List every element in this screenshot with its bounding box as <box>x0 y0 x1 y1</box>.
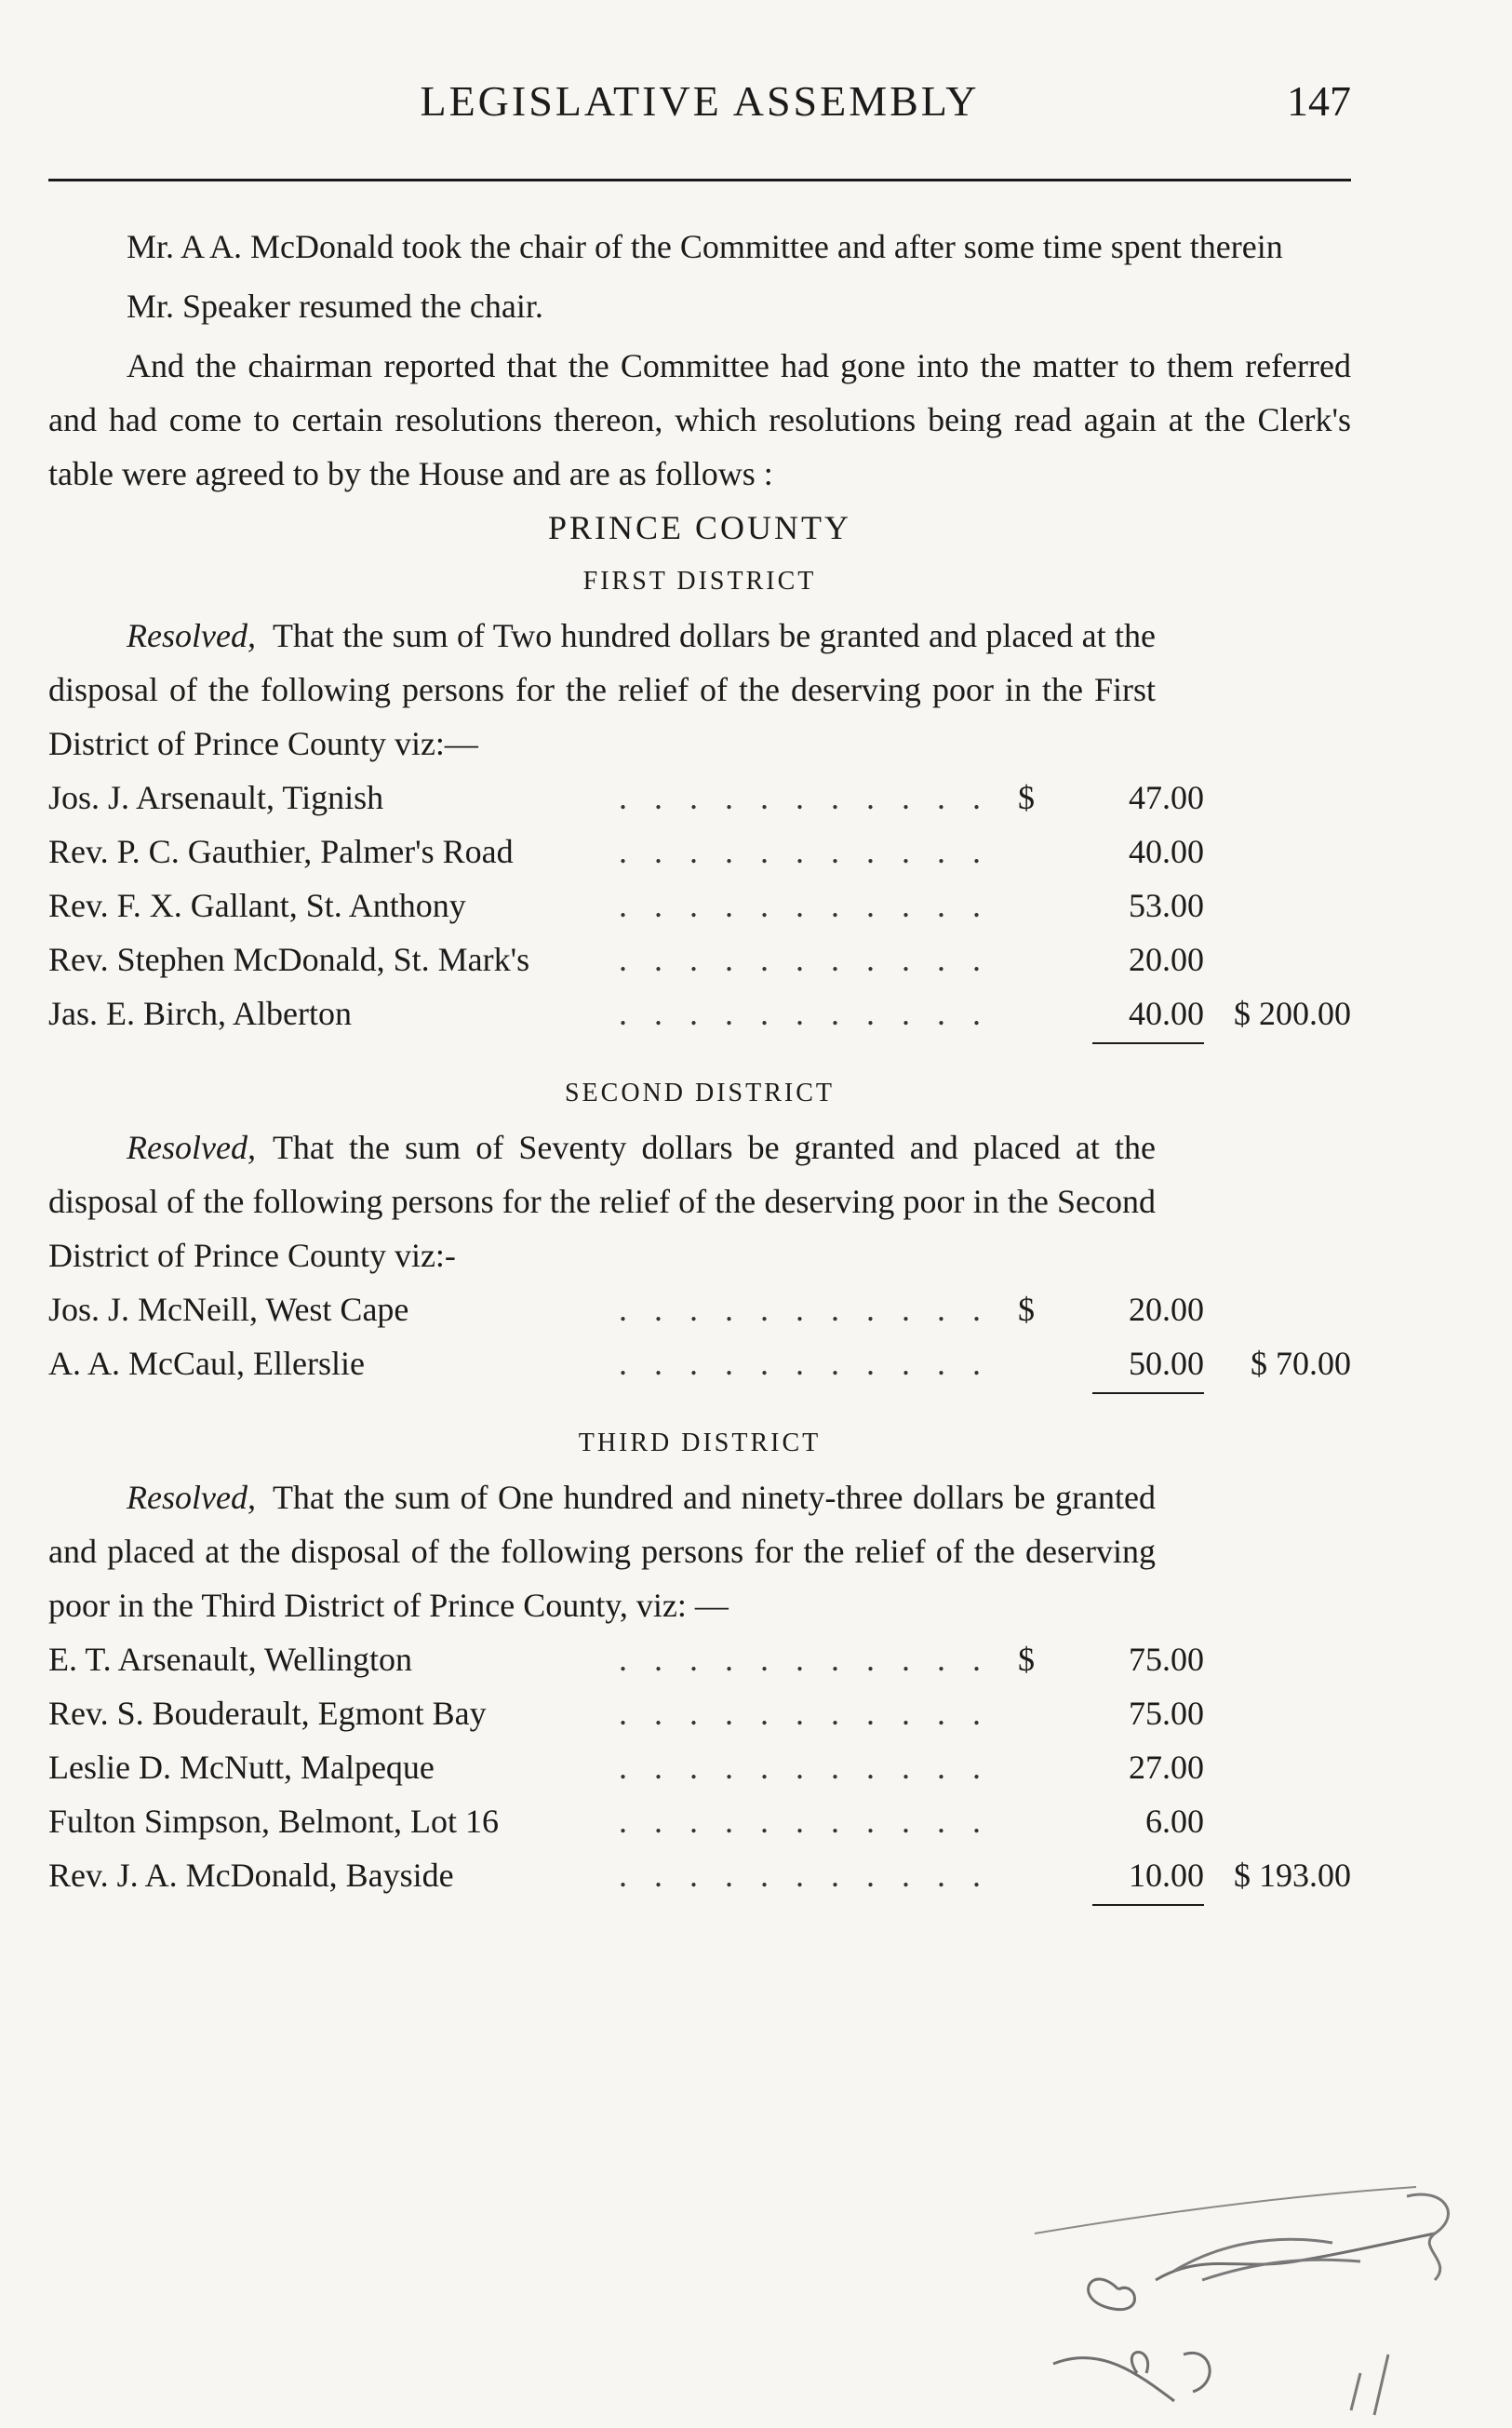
amount-value: 47.00 <box>1129 779 1204 816</box>
recipient-name: A. A. McCaul, Ellerslie <box>48 1345 365 1382</box>
leader-dots: . . . . . . . . . . . <box>619 833 990 870</box>
amount-cell <box>1018 1794 1204 1848</box>
recipient-name: Fulton Simpson, Belmont, Lot 16 <box>48 1803 500 1840</box>
paragraph-report: And the chairman reported that the Committee had gone into the matter to them referred and had come to certain resolutions thereon, which resolutions being read again at the Clerk's table were agreed to by the House and are as follows : <box>48 347 1351 492</box>
recipient-name: Rev. S. Bouderault, Egmont Bay <box>48 1695 487 1732</box>
disbursement-row <box>48 771 1351 825</box>
leader-dots: . . . . . . . . . . . <box>619 941 990 978</box>
leader-dots: . . . . . . . . . . . <box>619 1291 990 1328</box>
disbursement-row <box>48 1632 1351 1686</box>
subtotal-rule <box>48 1902 1351 1915</box>
amount-value: 50.00 <box>1129 1345 1204 1382</box>
leader-dots: . . . . . . . . . . . <box>619 1695 990 1732</box>
leader-dots: . . . . . . . . . . . <box>619 779 990 816</box>
document-page <box>48 0 1351 2428</box>
leader-dots: . . . . . . . . . . . <box>619 995 990 1032</box>
disbursement-row <box>48 1740 1351 1794</box>
leader-dots: . . . . . . . . . . . <box>619 1641 990 1678</box>
subtotal-rule <box>48 1040 1351 1053</box>
disbursement-row <box>48 1848 1351 1902</box>
leader-dots: . . . . . . . . . . . <box>619 887 990 924</box>
recipient-name: Leslie D. McNutt, Malpeque <box>48 1749 435 1786</box>
paragraph-speaker: Mr. Speaker resumed the chair. <box>127 288 543 325</box>
paragraph-committee: Mr. A A. McDonald took the chair of the Committee and after some time spent therein <box>127 228 1283 265</box>
dollar-sign: $ <box>1018 779 1035 816</box>
leader-dots: . . . . . . . . . . . <box>619 1345 990 1382</box>
recipient-name: E. T. Arsenault, Wellington <box>48 1641 413 1678</box>
leader-dots: . . . . . . . . . . . <box>619 1803 990 1840</box>
recipient-name: Jas. E. Birch, Alberton <box>48 995 352 1032</box>
resolution-paragraph <box>48 1470 1156 1632</box>
resolution-text: That the sum of Two hundred dollars be granted and placed at the disposal of the following persons for the relief of the deserving poor in the First District of Prince County viz:— <box>48 617 1156 762</box>
document-body <box>48 220 1351 1915</box>
amount-cell <box>1018 986 1204 1040</box>
recipient-name: Rev. F. X. Gallant, St. Anthony <box>48 887 466 924</box>
resolved-word: Resolved, <box>127 1479 256 1516</box>
amount-value: 40.00 <box>1129 995 1204 1032</box>
amount-value: 40.00 <box>1129 833 1204 870</box>
amount-value: 53.00 <box>1129 887 1204 924</box>
recipient-name: Rev. P. C. Gauthier, Palmer's Road <box>48 833 514 870</box>
recipient-name: Rev. Stephen McDonald, St. Mark's <box>48 941 530 978</box>
amount-cell <box>1018 1336 1204 1390</box>
amount-cell <box>1018 825 1204 879</box>
district-total: $ 193.00 <box>1234 1857 1351 1894</box>
district-total: $ 70.00 <box>1251 1345 1351 1382</box>
disbursement-row <box>48 932 1351 986</box>
recipient-name: Jos. J. Arsenault, Tignish <box>48 779 384 816</box>
resolution-text: That the sum of Seventy dollars be granted and placed at the disposal of the following persons for the relief of the deserving poor in the Second District of Prince County viz:- <box>48 1129 1156 1274</box>
amount-cell <box>1018 1282 1204 1336</box>
district-heading: SECOND DISTRICT <box>564 1079 835 1107</box>
amount-cell <box>1018 932 1204 986</box>
dollar-sign: $ <box>1018 1641 1035 1678</box>
amount-value: 10.00 <box>1129 1857 1204 1894</box>
amount-value: 20.00 <box>1129 941 1204 978</box>
amount-value: 27.00 <box>1129 1749 1204 1786</box>
disbursement-row <box>48 825 1351 879</box>
disbursement-row <box>48 1794 1351 1848</box>
disbursement-row <box>48 1686 1351 1740</box>
resolution-paragraph <box>48 609 1156 771</box>
resolution-paragraph <box>48 1120 1156 1282</box>
disbursement-row <box>48 879 1351 932</box>
disbursement-row <box>48 986 1351 1040</box>
amount-cell <box>1018 1686 1204 1740</box>
resolved-word: Resolved, <box>127 1129 256 1166</box>
running-title: LEGISLATIVE ASSEMBLY <box>420 77 980 125</box>
district-heading: THIRD DISTRICT <box>578 1429 822 1457</box>
subtotal-rule <box>48 1390 1351 1403</box>
amount-value: 75.00 <box>1129 1695 1204 1732</box>
amount-cell <box>1018 1740 1204 1794</box>
disbursement-row <box>48 1336 1351 1390</box>
district-total: $ 200.00 <box>1234 995 1351 1032</box>
district-heading: FIRST DISTRICT <box>582 567 817 596</box>
amount-cell <box>1018 771 1204 825</box>
dollar-sign: $ <box>1018 1291 1035 1328</box>
resolution-text: That the sum of One hundred and ninety-three dollars be granted and placed at the disposal of the following persons for the relief of the deserving poor in the Third District of Prince County, viz: — <box>48 1479 1156 1624</box>
amount-value: 20.00 <box>1129 1291 1204 1328</box>
leader-dots: . . . . . . . . . . . <box>619 1857 990 1894</box>
district-list <box>48 555 1351 1915</box>
amount-cell <box>1018 1632 1204 1686</box>
disbursement-row <box>48 1282 1351 1336</box>
leader-dots: . . . . . . . . . . . <box>619 1749 990 1786</box>
header-rule <box>48 179 1351 181</box>
amount-value: 6.00 <box>1145 1803 1204 1840</box>
amount-cell <box>1018 1848 1204 1902</box>
amount-cell <box>1018 879 1204 932</box>
page-number: 147 <box>1287 77 1351 125</box>
recipient-name: Jos. J. McNeill, West Cape <box>48 1291 409 1328</box>
recipient-name: Rev. J. A. McDonald, Bayside <box>48 1857 454 1894</box>
resolved-word: Resolved, <box>127 617 256 654</box>
amount-value: 75.00 <box>1129 1641 1204 1678</box>
page-header <box>48 76 1351 132</box>
handwritten-signature <box>997 2178 1512 2420</box>
county-heading: PRINCE COUNTY <box>547 509 851 546</box>
